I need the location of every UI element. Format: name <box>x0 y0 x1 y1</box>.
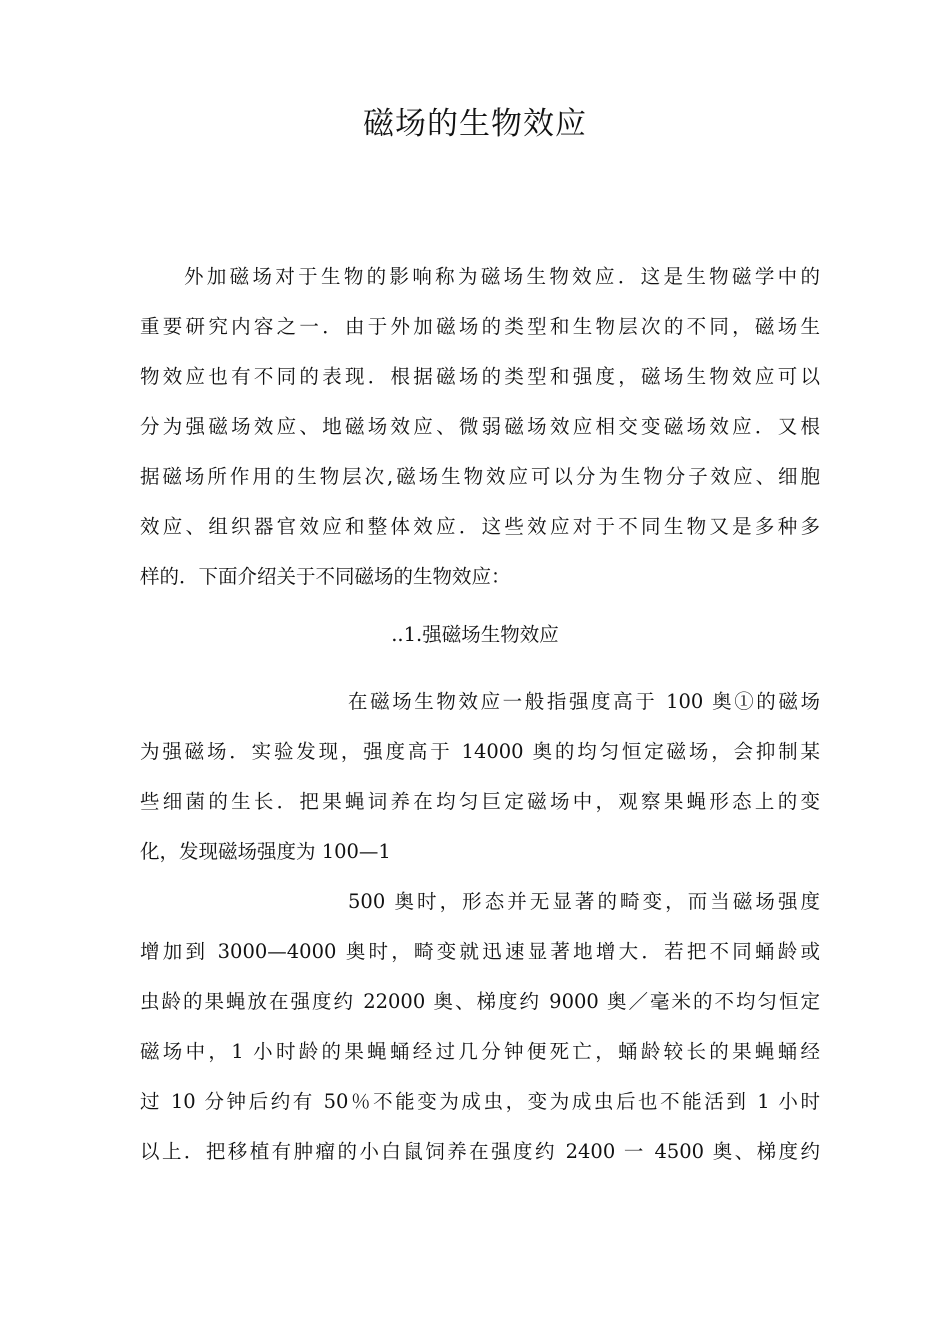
paragraph-line: 在磁场生物效应一般指强度高于 100 奥①的磁场 <box>348 690 820 713</box>
paragraph-line: 些细菌的生长．把果蝇词养在均匀巨定磁场中，观察果蝇形态上的变 <box>140 790 820 813</box>
paragraph-line: 化，发现磁场强度为 100—1 <box>140 840 391 863</box>
paragraph-line: 虫龄的果蝇放在强度约 22000 奥、梯度约 9000 奥／毫米的不均匀恒定 <box>140 990 820 1013</box>
paragraph-line: 以上．把移植有肿瘤的小白鼠饲养在强度约 2400 一 4500 奥、梯度约 <box>140 1140 820 1163</box>
paragraph-line: 过 10 分钟后约有 50％不能变为成虫，变为成虫后也不能活到 1 小时 <box>140 1090 820 1113</box>
paragraph-line: 为强磁场．实验发现，强度高于 14000 奥的均匀恒定磁场，会抑制某 <box>140 740 820 763</box>
paragraph-line: 500 奥时，形态并无显著的畸变，而当磁场强度 <box>348 890 820 913</box>
paragraph-line: 物效应也有不同的表现．根据磁场的类型和强度，磁场生物效应可以 <box>140 365 820 388</box>
paragraph-line: 据磁场所作用的生物层次,磁场生物效应可以分为生物分子效应、细胞 <box>140 465 820 488</box>
paragraph-line: 外加磁场对于生物的影响称为磁场生物效应．这是生物磁学中的 <box>184 265 820 288</box>
paragraph-continuation <box>140 877 820 1177</box>
paragraph-line: 样的．下面介绍关于不同磁场的生物效应： <box>140 565 511 588</box>
paragraph-intro <box>140 252 820 602</box>
paragraph-line: 增加到 3000—4000 奥时，畸变就迅速显著地增大．若把不同蛹龄或 <box>140 940 820 963</box>
paragraph-line: 重要研究内容之一．由于外加磁场的类型和生物层次的不同，磁场生 <box>140 315 820 338</box>
section-heading: ..1.强磁场生物效应 <box>391 623 559 646</box>
paragraph-strong-field <box>140 677 820 877</box>
paragraph-line: 分为强磁场效应、地磁场效应、微弱磁场效应相交变磁场效应．又根 <box>140 415 820 438</box>
paragraph-line: 磁场中，1 小时龄的果蝇蛹经过几分钟便死亡，蛹龄较长的果蝇蛹经 <box>140 1040 820 1063</box>
paragraph-line: 效应、组织器官效应和整体效应．这些效应对于不同生物又是多种多 <box>140 515 820 538</box>
page-title: 磁场的生物效应 <box>363 106 587 142</box>
